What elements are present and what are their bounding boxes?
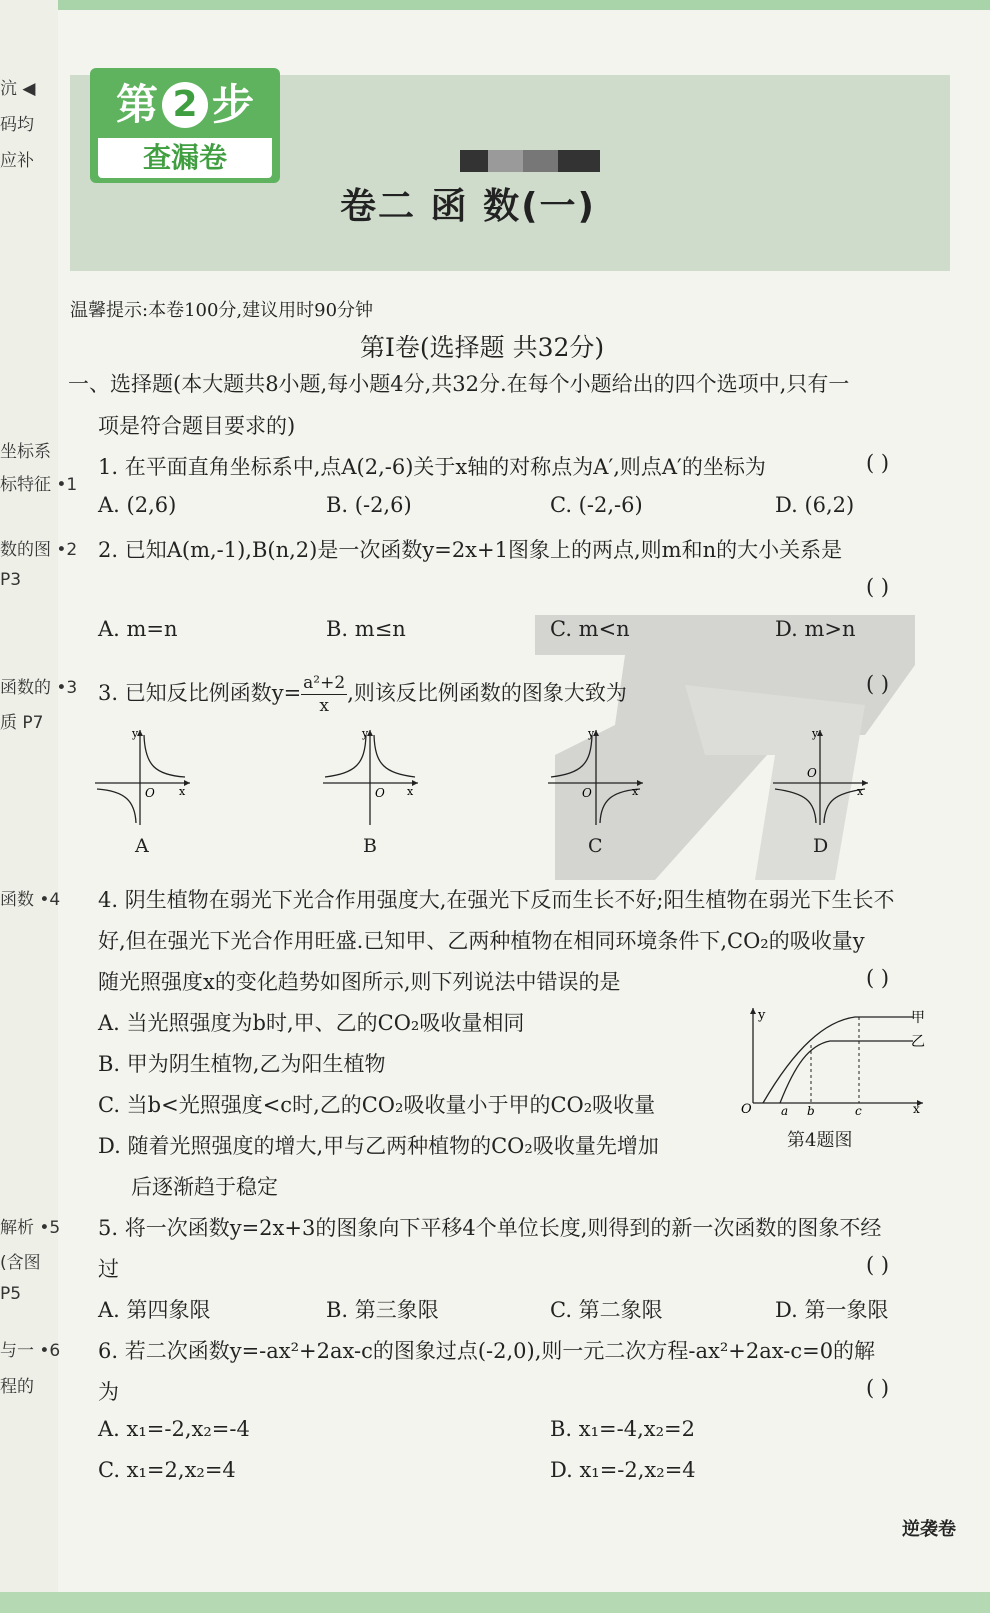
q6-option-b: B. x₁=-4,x₂=2 [550,1417,695,1441]
answer-paren: ( ) [866,672,890,696]
q1-option-b: B. (-2,6) [326,493,412,517]
question-2-stem: 2. 已知A(m,-1),B(n,2)是一次函数y=2x+1图象上的两点,则m和n的大小关系是 [98,538,843,562]
graph-d-y-label: y [812,727,819,740]
footer-label: 逆袭卷 [902,1519,956,1540]
q2-option-c: C. m<n [550,617,630,641]
q3-fraction [301,672,347,717]
graph-b-label: B [363,835,377,857]
side-note: 解析 •5 [0,1218,61,1238]
fig4-tick-a: a [781,1104,789,1118]
graph-a [95,725,195,825]
q4-option-d-cont: 后逐渐趋于稳定 [131,1175,278,1199]
side-note: 质 P7 [0,713,44,733]
question-6-stem: 为 [98,1380,119,1404]
side-note: P3 [0,570,22,590]
graph-a-x-label: x [179,785,186,798]
question-6-stem: 6. 若二次函数y=-ax²+2ax-c的图象过点(-2,0),则一元二次方程-ax²+2ax-c=0的解 [98,1339,876,1363]
fig4-tick-b: b [807,1104,815,1118]
question-4-stem: 好,但在强光下光合作用旺盛.已知甲、乙两种植物在相同环境条件下,CO₂的吸收量y [98,929,865,953]
fig4-y-label: y [758,1008,766,1023]
side-note: P5 [0,1284,22,1304]
badge-subtitle: 查漏卷 [98,138,272,178]
instruction-line: 一、选择题(本大题共8小题,每小题4分,共32分.在每个小题给出的四个选项中,只有一 [68,372,850,396]
q5-option-a: A. 第四象限 [98,1298,211,1322]
q1-option-d: D. (6,2) [775,493,855,517]
side-note: 函数的 •3 [0,678,78,698]
side-note: 码均 [0,115,34,135]
fig4-origin: O [741,1102,752,1117]
bottom-color-strip [0,1592,990,1613]
question-4-stem: 4. 阴生植物在弱光下光合作用强度大,在强光下反而生长不好;阳生植物在弱光下生长不 [98,888,895,912]
q4-option-b: B. 甲为阴生植物,乙为阳生植物 [98,1052,386,1076]
q6-option-c: C. x₁=2,x₂=4 [98,1458,236,1482]
q3-stem-a: 3. 已知反比例函数y= [98,681,302,705]
fig4-series-yi: 乙 [911,1034,925,1050]
q6-option-d: D. x₁=-2,x₂=4 [550,1458,696,1482]
graph-c-label: C [588,835,603,857]
question-5-stem: 过 [98,1257,119,1281]
side-note: 坐标系 [0,442,51,462]
page-title: 卷二 函 数(一) [340,186,596,227]
q1-option-a: A. (2,6) [98,493,177,517]
graph-a-origin: O [145,786,155,800]
question-5-stem: 5. 将一次函数y=2x+3的图象向下平移4个单位长度,则得到的新一次函数的图象不经 [98,1216,882,1240]
q4-option-a: A. 当光照强度为b时,甲、乙的CO₂吸收量相同 [98,1011,525,1035]
graph-c [548,725,648,825]
q2-option-a: A. m=n [98,617,178,641]
q3-stem-b: ,则该反比例函数的图象大致为 [347,681,627,705]
graph-a-y-label: y [132,727,139,740]
instruction-line: 项是符合题目要求的) [98,414,296,438]
q3-denominator: x [319,696,329,716]
fig4-series-jia: 甲 [911,1010,925,1026]
fig4-x-label: x [913,1102,920,1116]
answer-paren: ( ) [866,966,890,990]
graph-c-x-label: x [632,785,639,798]
graph-d-label: D [813,835,829,857]
q2-option-b: B. m≤n [326,617,406,641]
graph-c-y-label: y [588,727,595,740]
side-note: 程的 [0,1377,34,1397]
q4-option-c: C. 当b<光照强度<c时,乙的CO₂吸收量小于甲的CO₂吸收量 [98,1093,656,1117]
q5-option-c: C. 第二象限 [550,1298,663,1322]
graph-a-label: A [135,835,149,857]
q3-numerator: a²+2 [303,673,346,693]
section-title: 第Ⅰ卷(选择题 共32分) [360,333,605,362]
question-4-stem: 随光照强度x的变化趋势如图所示,则下列说法中错误的是 [98,970,621,994]
q2-option-d: D. m>n [775,617,856,641]
graph-d-origin: O [807,766,817,780]
q6-option-a: A. x₁=-2,x₂=-4 [98,1417,250,1441]
answer-paren: ( ) [866,575,890,599]
graph-b-origin: O [375,786,385,800]
tip-text: 温馨提示:本卷100分,建议用时90分钟 [70,300,374,321]
graph-b-x-label: x [407,785,414,798]
fig4-tick-c: c [855,1104,862,1118]
figure-4 [735,1003,930,1121]
graph-b-y-label: y [362,727,369,740]
side-note: 标特征 •1 [0,475,78,495]
side-note: (含图 [0,1253,41,1273]
answer-paren: ( ) [866,1376,890,1400]
side-note: 应补 [0,151,34,171]
q5-option-d: D. 第一象限 [775,1298,889,1322]
q5-option-b: B. 第三象限 [326,1298,439,1322]
step-badge [90,68,280,183]
q4-option-d: D. 随着光照强度的增大,甲与乙两种植物的CO₂吸收量先增加 [98,1134,659,1158]
question-3-stem [98,672,627,717]
graph-c-origin: O [582,786,592,800]
figure-4-caption: 第4题图 [787,1130,853,1151]
side-note: 数的图 •2 [0,540,78,560]
question-1-stem: 1. 在平面直角坐标系中,点A(2,-6)关于x轴的对称点为A′,则点A′的坐标为 [98,455,766,479]
answer-paren: ( ) [866,1253,890,1277]
q1-option-c: C. (-2,-6) [550,493,643,517]
graph-b [323,725,423,825]
step-number: 2 [162,82,208,128]
redacted-mark [460,150,600,172]
step-prefix: 第 [115,80,158,129]
side-note: 沆 ◀ [0,79,36,99]
step-suffix: 步 [212,80,255,129]
answer-paren: ( ) [866,451,890,475]
top-color-strip [0,0,990,10]
side-note: 函数 •4 [0,890,61,910]
graph-d-x-label: x [857,785,864,798]
side-note: 与一 •6 [0,1341,61,1361]
graph-d [773,725,873,825]
